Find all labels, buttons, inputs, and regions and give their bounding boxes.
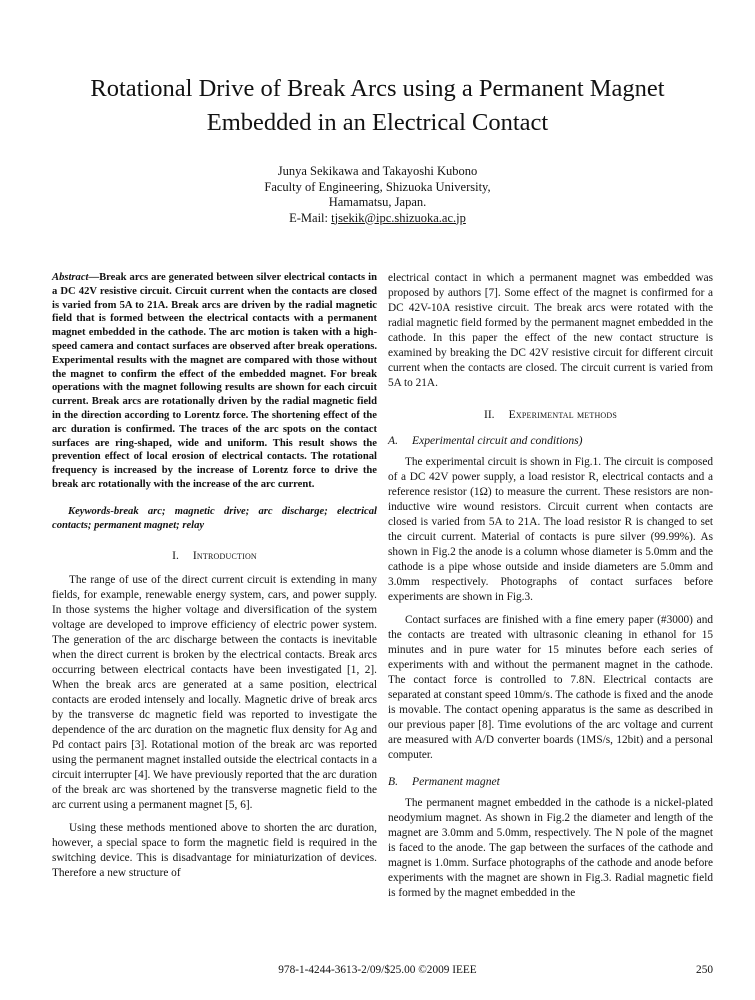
intro-paragraph-2: Using these methods mentioned above to shorten the arc duration, however, a special space to form the magnetic field is required in the switching device. This is disadvantage for miniaturization of devices. Therefore a new structure of	[52, 822, 377, 880]
affiliation-line-1: Faculty of Engineering, Shizuoka University,	[264, 179, 491, 194]
subsection-heading-a	[388, 433, 713, 448]
author-names: Junya Sekikawa and Takayoshi Kubono	[277, 164, 478, 178]
email-label: E-Mail:	[289, 210, 332, 225]
subsection-heading-b	[388, 774, 713, 789]
subsection-b-paragraph-1: The permanent magnet embedded in the cathode is a nickel-plated neodymium magnet. As shown in Fig.2 the diameter and length of the magnet are 3.0mm and 5.0mm, respectively. The N pole of the magnet is faced to the anode. The gap between the surfaces of the cathode and magnet is 1.0mm. Surface photographs of the cathode and anode before experiments with the magnet are shown in Fig.3. Radial magnetic field is formed by the magnet embedded in the	[388, 797, 713, 899]
subsection-a-paragraph-1: The experimental circuit is shown in Fig.1. The circuit is composed of a DC 42V power supply, a load resistor R, electrical contacts and a reference resistor (1Ω) to measure the current. These resistors are non-inductive wire wound resistors. Circuit current when contacts are closed is varied from 5A to 21A. The load resistor R is changed to set the circuit current. Material of contacts is pure silver (99.99%). As shown in Fig.2 the anode is a column whose diameter is 5.0mm and the cathode is a pipe whose outside and inside diameters are 5.0mm and 3.0mm respectively. Photographs of contact surfaces before experiments are shown in Fig.3.	[388, 456, 713, 603]
section-title: Experimental methods	[508, 408, 618, 421]
affiliation-line-2: Hamamatsu, Japan.	[328, 195, 427, 209]
section-heading-introduction	[52, 548, 377, 563]
abstract-paragraph	[52, 271, 377, 492]
subsection-title: Experimental circuit and conditions)	[411, 434, 583, 447]
right-column	[388, 271, 713, 909]
abstract-body: —Break arcs are generated between silver electrical contacts in a DC 42V resistive circuit. Circuit current when the contacts are closed is varied from 5A to 21A. Break arcs are driven by the radial magnetic field that is formed between the electrical contacts with a permanent magnet embedded in the cathode. The arc motion is taken with a high-speed camera and contact surfaces are observed after break operations. Experimental results with the magnet are compared with those without the magnet to confirm the effect of the embedded magnet. For break operations with the magnet following results are shown for each circuit current. Break arcs are rotationally driven by the radial magnetic field in the direction according to Lorentz force. The shortening effect of the arc duration is confirmed. The traces of the arc spots on the contact surfaces are ring-shaped, wide and uniform. This result shows the prevention effect of local erosion of electrical contacts. The rotational frequency is increased by the increase of Lorentz force to drive the break arc rotationally with the increase of the arc current.	[52, 272, 377, 490]
section-title: Introduction	[192, 549, 257, 563]
email-link[interactable]: tjsekik@ipc.shizuoka.ac.jp	[331, 210, 466, 225]
section-number: I.	[172, 549, 179, 563]
page-footer	[0, 964, 755, 980]
two-column-body	[0, 271, 755, 909]
left-column	[52, 271, 377, 909]
section-heading-experimental-methods	[388, 407, 713, 422]
copyright-notice: 978-1-4244-3613-2/09/$25.00 ©2009 IEEE	[278, 964, 477, 976]
paper-title: Rotational Drive of Break Arcs using a Permanent Magnet Embedded in an Electrical Contact	[90, 75, 665, 136]
subsection-label: A.	[388, 434, 398, 447]
intro-paragraph-1: The range of use of the direct current circuit is extending in many fields, for example, renewable energy system, cars, and power supply. In those systems the higher voltage and diversification of the system voltage are developed to improve efficiency of electric power system. The generation of the arc discharge between the contacts is inevitable when the direct current is broken by the electrical contacts. Break arcs occurring between electrical contacts have been investigated [1, 2]. When the break arcs are generated at a same position, electrical contacts are eroded intensely and locally. Magnetic drive of break arcs by the transverse dc magnetic field was reported to investigate the dependence of the arc duration on the magnetic flux density for Ag and Pd contact pairs [3]. Rotational motion of the break arc was reported using the permanent magnet installed outside the electrical contacts in a circuit interrupter [4]. We have previously reported that the arc duration of the break arc was shortened by the transverse magnetic field to the arc current using a permanent magnet [5, 6].	[52, 574, 377, 812]
email-line	[0, 211, 755, 227]
abstract-label: Abstract	[52, 272, 89, 283]
subsection-title: Permanent magnet	[411, 775, 500, 788]
page-number: 250	[696, 964, 713, 976]
methods-continuation-paragraph: electrical contact in which a permanent magnet was embedded was proposed by authors [7]. Some effect of the magnet is confirmed for a DC 42V-10A resistive circuit. The break arcs were rotated with the radial magnetic field formed by the permanent magnet embedded in the cathode. In this paper the effect of the new contact structure is examined by breaking the DC 42V resistive circuit for different circuit current when the contacts are closed. The circuit current is varied from 5A to 21A.	[388, 272, 713, 389]
keywords-paragraph: Keywords-break arc; magnetic drive; arc discharge; electrical contacts; permanent magnet; relay	[52, 505, 377, 531]
subsection-label: B.	[388, 775, 398, 788]
subsection-a-paragraph-2: Contact surfaces are finished with a fine emery paper (#3000) and the contacts are treated with ultrasonic cleaning in ethanol for 15 minutes and in pure water for 15 minutes before each series of experiments with and without the permanent magnet in the cathode. The contact force is controlled to 7.8N. Electrical contacts are separated at constant speed 10mm/s. The cathode is fixed and the anode is movable. The contact opening apparatus is the same as described in our previous paper [8]. Time evolutions of the arc voltage and current are measured with A/D converter boards (1MS/s, 12bit) and a personal computer.	[388, 614, 713, 761]
author-block	[0, 164, 755, 226]
section-number: II.	[483, 408, 495, 421]
